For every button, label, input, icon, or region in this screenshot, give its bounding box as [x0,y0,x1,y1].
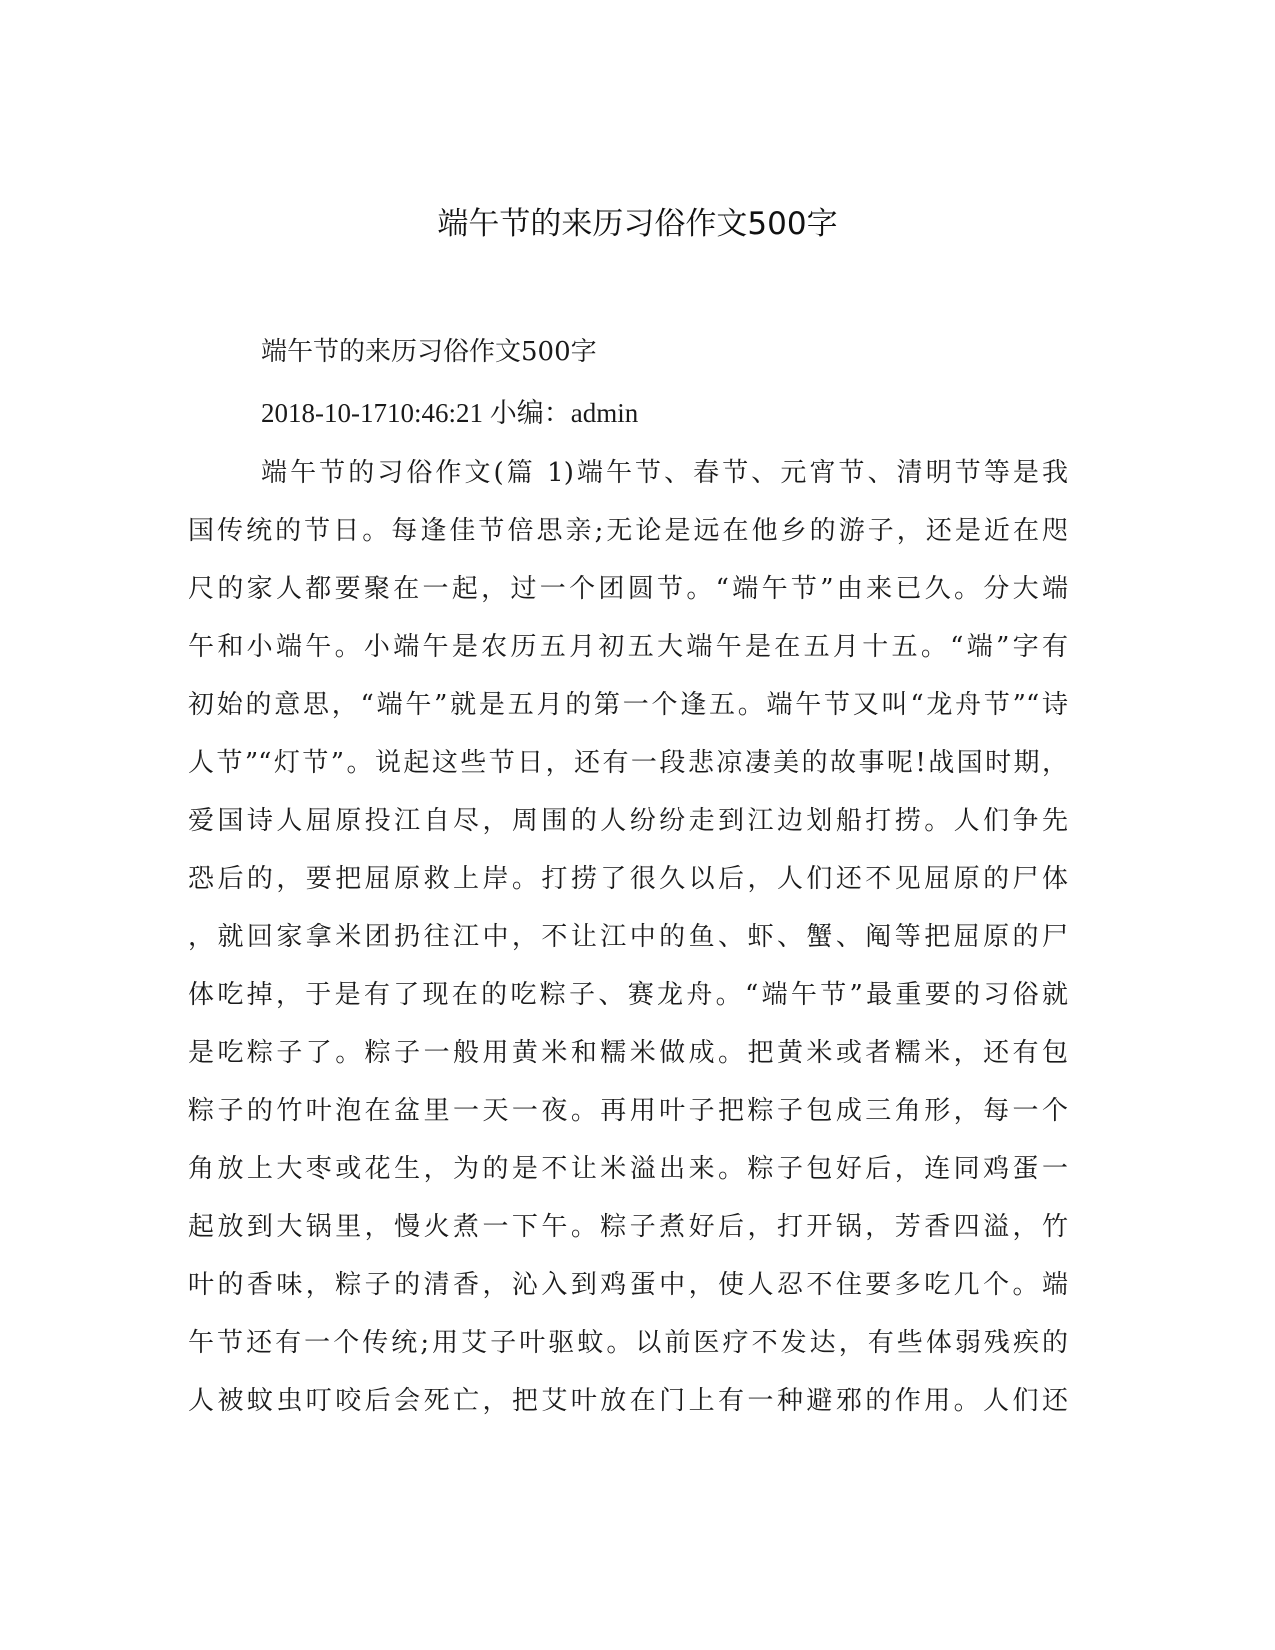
paragraph-line: 爱国诗人屈原投江自尽，周围的人纷纷走到江边划船打捞。人们争先 [188,806,1068,836]
paragraph-line: 午节还有一个传统;用艾子叶驱蚊。以前医疗不发达，有些体弱残疾的 [188,1328,1068,1358]
paragraph-line: 尺的家人都要聚在一起，过一个团圆节。“端午节”由来已久。分大端 [188,574,1068,604]
paragraph-line: 人节”“灯节”。说起这些节日，还有一段悲凉凄美的故事呢!战国时期， [188,748,1068,778]
paragraph-line: 人被蚊虫叮咬后会死亡，把艾叶放在门上有一种避邪的作用。人们还 [188,1386,1068,1416]
paragraph-line: 恐后的，要把屈原救上岸。打捞了很久以后，人们还不见屈原的尸体 [188,864,1068,894]
paragraph-line: 粽子的竹叶泡在盆里一天一夜。再用叶子把粽子包成三角形，每一个 [188,1096,1068,1126]
paragraph-line: 叶的香味，粽子的清香，沁入到鸡蛋中，使人忍不住要多吃几个。端 [188,1270,1068,1300]
paragraph-line: 是吃粽子了。粽子一般用黄米和糯米做成。把黄米或者糯米，还有包 [188,1038,1068,1068]
paragraph-line: 初始的意思，“端午”就是五月的第一个逢五。端午节又叫“龙舟节”“诗 [188,690,1068,720]
paragraph-line: 体吃掉，于是有了现在的吃粽子、赛龙舟。“端午节”最重要的习俗就 [188,980,1068,1010]
paragraph-line: 午和小端午。小端午是农历五月初五大端午是在五月十五。“端”字有 [188,632,1068,662]
paragraph-line: 起放到大锅里，慢火煮一下午。粽子煮好后，打开锅，芳香四溢，竹 [188,1212,1068,1242]
paragraph-line: 国传统的节日。每逢佳节倍思亲;无论是远在他乡的游子，还是近在咫 [188,516,1068,546]
article-subtitle: 端午节的来历习俗作文500字 [261,337,597,367]
paragraph-line: ，就回家拿米团扔往江中，不让江中的鱼、虾、蟹、阄等把屈原的尸 [188,922,1068,952]
paragraph-line: 角放上大枣或花生，为的是不让米溢出来。粽子包好后，连同鸡蛋一 [188,1154,1068,1184]
paragraph-line: 端午节的习俗作文(篇 1)端午节、春节、元宵节、清明节等是我 [261,458,1068,488]
article-meta: 2018-10-1710:46:21 小编：admin [261,398,639,428]
document-title: 端午节的来历习俗作文500字 [437,206,838,242]
